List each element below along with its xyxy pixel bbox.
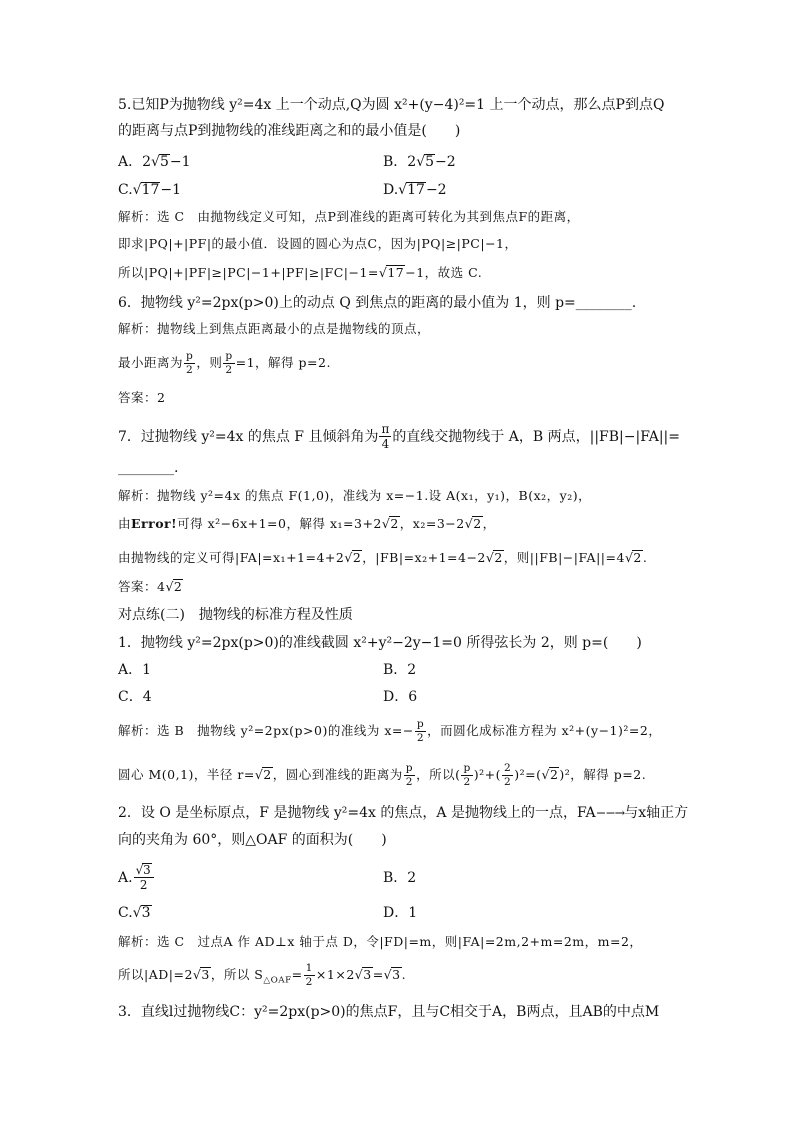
solution-text: 最小距离为 [118,354,184,370]
sqrt-sign: √ [135,863,144,877]
stem-text: 7．过抛物线 y²=4x 的焦点 F 且倾斜角为 [118,428,379,445]
radicand: 2 [390,516,399,531]
answer-blank: ________ [575,295,632,311]
numerator: 1 [305,961,313,974]
solution-text: 由抛物线的定义可得|FA|=x₁+1=4+2√ [118,550,353,565]
q2-option-a [118,863,155,893]
solution-text: ，而圆化成标准方程为 x²+(y−1)²=2， [427,722,662,738]
radicand: 2 [494,550,503,565]
q2-stem-line-1 [118,803,688,823]
solution-text: 圆心 M(0,1)，半径 r=√ [118,766,264,782]
q2-option-c [118,903,152,923]
radicand: 17 [387,265,405,280]
section-title: 对点练(二) 抛物线的标准方程及性质 [118,607,353,623]
numerator: p [463,761,471,774]
option-text: −2 [425,182,447,198]
q1-option-c: C．4 [118,689,152,705]
radicand: 3 [201,966,210,982]
stem-text: 的直线交抛物线于 A，B 两点，||FB|−|FA||= [392,428,680,445]
solution-text: ，所以( [416,766,461,782]
solution-text: 可得 x²−6x+1=0，解得 x₁=3+2√ [177,516,391,531]
solution-text: 解析：选 B 抛物线 y²=2px(p>0)的准线为 x=− [118,722,414,738]
stem-text: 2．设 O 是坐标原点，F 是抛物线 y²=4x 的焦点，A 是抛物线上的一点， [118,805,577,821]
solution-text: ，x₂=3−2√ [399,516,474,531]
numerator: p [416,717,425,730]
q5-option-d [383,180,447,200]
q1-solution-line-2 [118,762,646,789]
q2-option-d: D．1 [383,905,418,921]
denominator: 4 [381,437,390,452]
option-label: A. [118,869,133,886]
radicand: 2 [352,550,362,565]
q7-stem-line-2: ________. [118,460,179,476]
q2-solution-line-1: 解析：选 C 过点A 作 AD⊥x 轴于点 D，令|FD|=m，则|FA|=2m,2+m=2m，m=2， [118,934,643,949]
radicand: 17 [141,182,160,198]
option-text: A．2√ [118,154,160,170]
option-text: −1 [169,154,191,170]
radicand: 2 [633,550,642,565]
q6-stem [118,293,636,313]
solution-text: 由 [118,516,132,531]
fraction [134,863,154,893]
error-text: Error! [131,516,178,531]
stem-text: . [631,295,637,311]
q6-solution-line-1: 解析：抛物线上到焦点距离最小的点是抛物线的顶点， [118,321,431,336]
vector-label: FA [576,805,596,821]
fraction [379,422,391,452]
solution-text: ，所以 S [210,966,264,982]
radicand: 3 [392,966,401,982]
fraction [304,962,315,989]
solution-text: 所以|AD|=2√ [118,966,202,982]
numerator: p [405,761,414,774]
radicand: 3 [141,905,151,921]
solution-text: )²=(√ [514,766,550,782]
denominator: 2 [416,730,425,744]
radicand: 5 [159,154,169,170]
area-subscript: △OAF [263,975,292,986]
denominator: 2 [463,774,471,788]
fraction [502,762,513,789]
option-text: C.√ [118,182,142,198]
q5-option-c [118,180,181,200]
q5-option-a [118,152,191,172]
numerator: p [186,349,194,362]
q7-stem-line-1 [118,422,680,452]
radicand: 3 [143,863,151,877]
q1-solution-line-1 [118,718,661,745]
numerator [134,863,154,878]
option-text: D.√ [383,182,408,198]
solution-text: =1，解得 p=2. [235,354,331,370]
vector-arrow-icon: −−→ [595,805,625,820]
q7-solution-line-2 [118,514,496,534]
q5-stem-line-2: 的距离与点P到抛物线的准线距离之和的最小值是( ) [118,123,461,139]
denominator: 2 [405,774,414,788]
numerator: p [225,349,233,362]
denominator: 2 [186,362,194,376]
fraction [184,350,195,377]
q2-stem-line-2: 向的夹角为 60°，则△OAF 的面积为( ) [118,832,387,848]
q3-stem-line-1: 3．直线l过抛物线C：y²=2px(p>0)的焦点F，且与C相交于A，B两点，且AB的中点M [118,1004,660,1020]
q7-answer [118,577,183,597]
q6-answer: 答案：2 [118,390,166,405]
solution-text: )²+( [473,766,501,782]
q1-stem: 1．抛物线 y²=2px(p>0)的准线截圆 x²+y²−2y−1=0 所得弦长为 2，则 p=( ) [118,635,642,651]
q1-option-b: B．2 [383,662,417,678]
q1-option-d: D．6 [383,689,418,705]
denominator: 2 [305,974,313,988]
q5-solution-line-1: 解析：选 C 由抛物线定义可知，点P到准线的距离可转化为其到焦点F的距离， [118,209,580,224]
radicand: 17 [407,182,425,198]
denominator: 2 [225,362,233,376]
solution-text: ×1×2√ [315,966,364,982]
option-text: C.√ [118,905,142,921]
q6-solution-line-2 [118,350,331,377]
solution-text: −1，故选 C. [405,265,483,280]
q5-option-b [383,152,456,172]
solution-text: . [642,550,648,565]
q2-solution-line-2 [118,962,406,990]
solution-text: ，则||FB|−|FA||=4√ [503,550,634,565]
radicand: 2 [473,516,482,531]
radicand: 3 [363,966,372,982]
solution-text: ，|FB|=x₂+1=4−2√ [362,550,495,565]
numerator: 2 [504,761,512,774]
q5-stem-line-1: 5.已知P为抛物线 y²=4x 上一个动点,Q为圆 x²+(y−4)²=1 上一个动点，那么点P到点Q [118,97,665,113]
option-text: −2 [435,154,456,170]
radicand: 2 [263,766,272,782]
fraction [404,762,415,789]
solution-text: = [291,966,303,982]
numerator: π [381,422,390,436]
solution-text: )²，解得 p=2. [559,766,647,782]
solution-text: 所以|PQ|+|PF|≥|PC|−1+|PF|≥|FC|−1=√ [118,265,388,280]
radicand: 5 [425,154,435,170]
solution-text: ， [482,516,496,531]
fraction [223,350,234,377]
answer-text: 答案：4√ [118,579,174,594]
solution-text: ，则 [196,354,223,370]
q1-option-a: A．1 [118,662,152,678]
q7-solution-line-3 [118,548,647,568]
stem-text: 与x轴正方 [624,805,689,821]
solution-text: ，圆心到准线的距离为 [272,766,403,782]
option-text: B．2√ [383,154,426,170]
q7-solution-line-1: 解析：抛物线 y²=4x 的焦点 F(1,0)，准线为 x=−1.设 A(x₁，y₁)，B(x₂，y₂)， [118,488,592,503]
radicand: 2 [549,766,559,782]
option-text: −1 [160,182,182,198]
radicand: 2 [173,579,183,594]
stem-text: 6．抛物线 y²=2px(p>0)上的动点 Q 到焦点的距离的最小值为 1，则 p= [118,295,576,311]
denominator: 2 [139,878,148,893]
denominator: 2 [504,774,512,788]
fraction [415,718,426,745]
solution-text: =√ [372,966,393,982]
q2-option-b: B．2 [383,870,417,886]
solution-text: . [401,966,407,982]
q5-solution-line-3 [118,263,482,283]
q5-solution-line-2: 即求|PQ|+|PF|的最小值．设圆的圆心为点C，因为|PQ|≥|PC|−1， [118,236,518,251]
fraction [461,762,472,789]
